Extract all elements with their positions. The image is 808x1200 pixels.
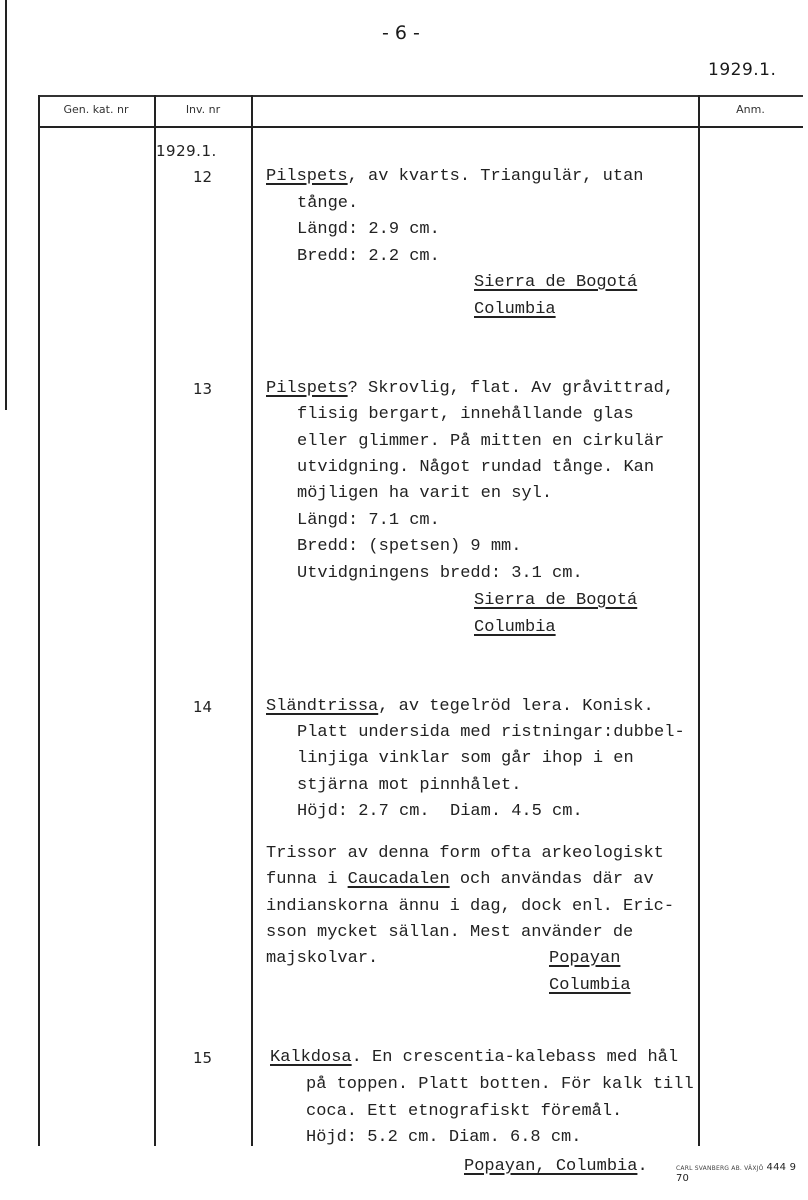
entry-lead-line [270, 1045, 678, 1072]
left-margin-line [5, 0, 7, 410]
location-line: Popayan, Columbia [464, 1157, 638, 1176]
entry-line: Höjd: 2.7 cm. Diam. 4.5 cm. [297, 802, 583, 821]
inv-number: 12 [193, 168, 213, 186]
entry-country [474, 297, 556, 324]
entry-line: tånge. [297, 194, 359, 213]
table-top-rule [38, 95, 803, 97]
series-number: 1929.1. [156, 142, 217, 160]
page-reference: 1929.1. [708, 60, 777, 80]
entry-lead-text: ? Skrovlig, flat. Av gråvittrad, [347, 379, 675, 398]
entry-lead-line [266, 376, 674, 403]
entry-location [474, 270, 637, 297]
entry-lead-line [266, 164, 643, 191]
entry-line: flisig bergart, innehållande glas [297, 405, 634, 424]
note-text: funna i [266, 870, 348, 889]
entry-line: eller glimmer. På mitten en cirkulär [297, 432, 665, 451]
entry-line: utvidgning. Något rundad tånge. Kan [297, 458, 655, 477]
note-text: och användas där av [449, 870, 654, 889]
table-header-rule [38, 126, 803, 128]
entry-line: linjiga vinklar som går ihop i en [297, 749, 634, 768]
header-anm: Anm. [736, 103, 765, 116]
printer-imprint [676, 1162, 808, 1184]
entry-line: Bredd: (spetsen) 9 mm. [297, 537, 522, 556]
inv-number: 15 [193, 1049, 213, 1067]
entry-title: Pilspets [266, 167, 348, 186]
header-inv-nr: Inv. nr [185, 103, 221, 116]
entry-note-line: indianskorna ännu i dag, dock enl. Eric- [266, 897, 675, 916]
entry-line: Utvidgningens bredd: 3.1 cm. [297, 564, 583, 583]
entry-lead-text: , av tegelröd lera. Konisk. [378, 697, 654, 716]
printer-name: CARL SVANBERG AB. VÄXJÖ [676, 1165, 764, 1172]
entry-note-line: majskolvar. [266, 949, 379, 968]
inv-number: 14 [193, 698, 213, 716]
location-line: Sierra de Bogotá [474, 273, 638, 292]
entry-line: möjligen ha varit en syl. [297, 484, 553, 503]
entry-line: Bredd: 2.2 cm. [297, 247, 440, 266]
entry-location [474, 588, 637, 615]
entry-location [464, 1154, 648, 1181]
entry-country [474, 615, 556, 642]
entry-line: Höjd: 5.2 cm. Diam. 6.8 cm. [306, 1128, 582, 1147]
location-line: Columbia [474, 618, 556, 637]
inv-number: 13 [193, 380, 213, 398]
entry-country [549, 973, 631, 1000]
entry-lead-text: . En crescentia-kalebass med hål [351, 1048, 679, 1067]
location-end: . [637, 1157, 648, 1176]
column-line-inv [154, 95, 156, 1146]
location-line: Columbia [474, 300, 556, 319]
entry-title: Kalkdosa [270, 1048, 352, 1067]
location-line: Columbia [549, 976, 631, 995]
column-line-description [251, 95, 253, 1146]
entry-line: stjärna mot pinnhålet. [297, 776, 522, 795]
entry-note-line: sson mycket sällan. Mest använder de [266, 923, 634, 942]
entry-lead-text: , av kvarts. Triangulär, utan [347, 167, 644, 186]
entry-note-line: Trissor av denna form ofta arkeologiskt [266, 844, 664, 863]
entry-line: på toppen. Platt botten. För kalk till [306, 1075, 694, 1094]
entry-line: Längd: 7.1 cm. [297, 511, 440, 530]
entry-location [549, 946, 620, 973]
entry-title: Sländtrissa [266, 697, 379, 716]
page-number: - 6 - [382, 22, 420, 44]
column-line-anm [698, 95, 700, 1146]
entry-note-line [266, 867, 654, 894]
note-place: Caucadalen [347, 870, 450, 889]
entry-line: Platt undersida med ristningar:dubbel- [297, 723, 685, 742]
column-line-gen-kat [38, 95, 40, 1146]
location-line: Popayan [549, 949, 621, 968]
location-line: Sierra de Bogotá [474, 591, 638, 610]
entry-line: coca. Ett etnografiskt föremål. [306, 1102, 623, 1121]
entry-title: Pilspets [266, 379, 348, 398]
entry-lead-line [266, 694, 654, 721]
entry-line: Längd: 2.9 cm. [297, 220, 440, 239]
form-number: 444 9 70 [676, 1162, 797, 1184]
header-gen-kat-nr: Gen. kat. nr [63, 103, 129, 116]
